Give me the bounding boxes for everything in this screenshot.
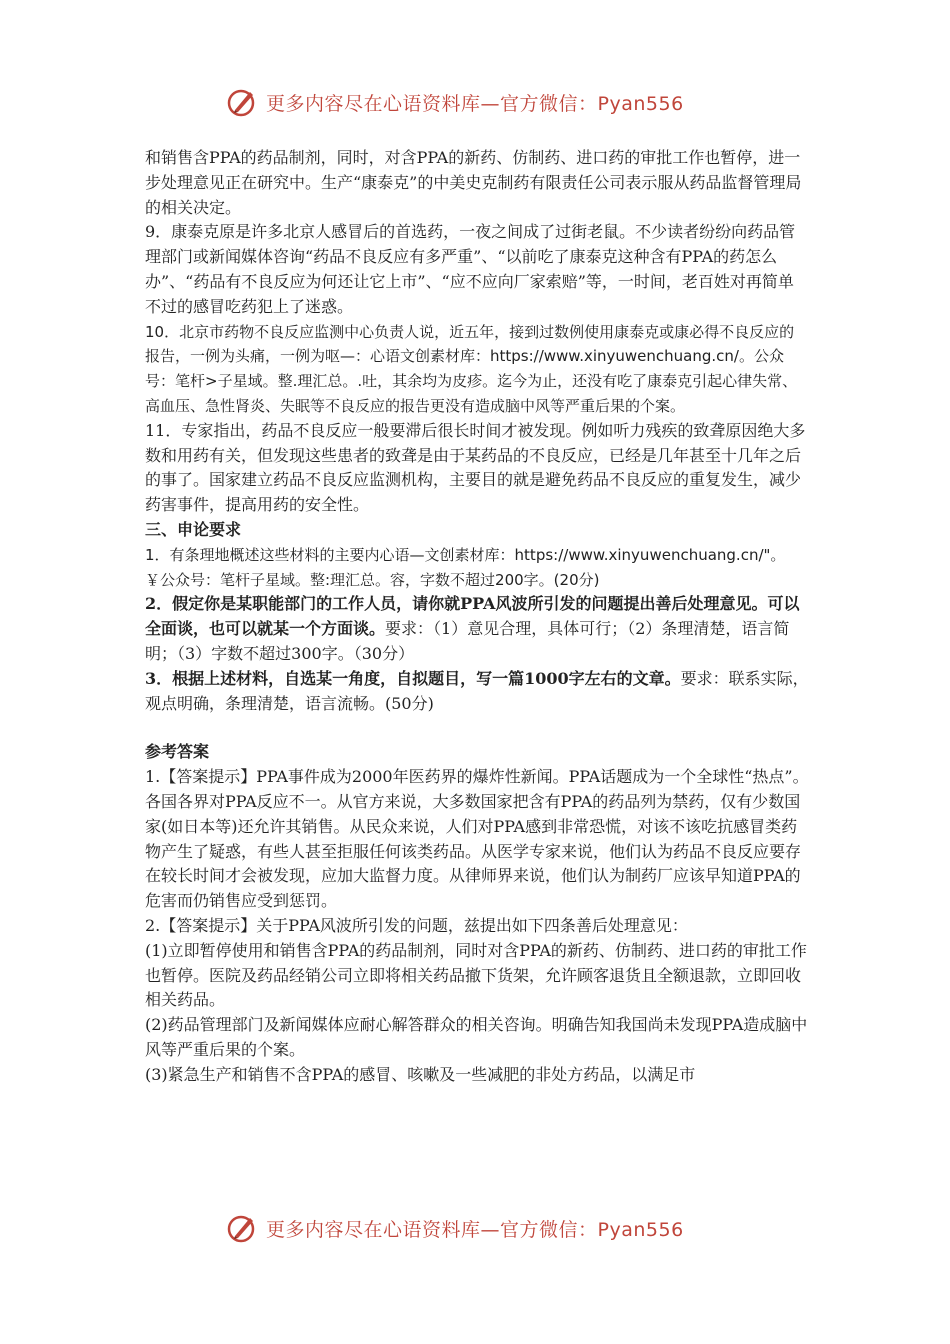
section-heading-requirements: 三、申论要求 [145, 519, 242, 539]
pen-logo-icon [226, 1212, 258, 1244]
banner-text: 更多内容尽在心语资料库—官方微信：Pyan556 [266, 1218, 684, 1241]
answer-1: 1.【答案提示】PPA事件成为2000年医药界的爆炸性新闻。PPA话题成为一个全球性“热点”。各国各界对PPA反应不一。从官方来说，大多数国家把含有PPA的药品列为禁药，仅有少数国家(如日本等)还允许其销售。从民众来说，人们对PPA感到非常恐慌，对该不该吃抗感冒类药物产生了疑惑，有些人甚至拒服任何该类药品。从医学专家来说，他们认为药品不良反应要存在较长时间才会被发现，应加大监督力度。从律师界来说，他们认为制药厂应该早知道PPA的危害而仍销售应受到惩罚。 [145, 767, 809, 911]
banner-text: 更多内容尽在心语资料库—官方微信：Pyan556 [266, 92, 684, 115]
answers-heading: 参考答案 [145, 742, 210, 762]
requirement-1: 1．有条理地概述这些材料的主要内心语—文创素材库：https://www.xinyuwenchuang.cn/"。￥公众号：笔杆子星域。整:理汇总。容，字数不超过200字。(20分) [145, 545, 786, 589]
answer-2-item-3: (3)紧急生产和销售不含PPA的感冒、咳嗽及一些减肥的非处方药品，以满足市 [145, 1064, 696, 1084]
paragraph-10: 10．北京市药物不良反应监测中心负责人说，近五年，接到过数例使用康泰克或康必得不良反应的报告，一例为头痛，一例为呕—：心语文创素材库：https://www.xinyuwenchuang.cn/。公众号：笔杆>子星域。整.理汇总。.吐，其余均为皮疹。迄今为止，还没有吃了康泰克引起心律失常、高血压、急性肾炎、失眠等不良反应的报告更没有造成脑中风等严重后果的个案。 [145, 322, 798, 415]
pen-logo-icon [226, 86, 258, 118]
requirement-2-bold: 2．假定你是某职能部门的工作人员，请你就PPA风波所引发的问题提出善后处理意见。可以全面谈，也可以就某一个方面谈。 [145, 594, 800, 639]
requirement-3-bold: 3．根据上述材料，自选某一角度，自拟题目，写一篇1000字左右的文章。 [145, 668, 681, 688]
header-banner [226, 84, 684, 120]
answer-2-item-1: (1)立即暂停使用和销售含PPA的药品制剂，同时对含PPA的新药、仿制药、进口药的审批工作也暂停。医院及药品经销公司立即将相关药品撤下货架，允许顾客退货且全额退款，立即回收相关药品。 [145, 940, 807, 1010]
spacer [145, 716, 809, 740]
footer-banner [226, 1210, 684, 1246]
paragraph-11: 11．专家指出，药品不良反应一般要滞后很长时间才被发现。例如听力残疾的致聋原因绝大多数和用药有关，但发现这些患者的致聋是由于某药品的不良反应，已经是几年甚至十几年之后的事了。国家建立药品不良反应监测机构，主要目的就是避免药品不良反应的重复发生，减少药害事件，提高用药的安全性。 [145, 420, 806, 515]
requirement-2 [145, 592, 809, 666]
answer-2-item-2: (2)药品管理部门及新闻媒体应耐心解答群众的相关咨询。明确告知我国尚未发现PPA造成脑中风等严重后果的个案。 [145, 1015, 808, 1059]
requirement-3 [145, 667, 809, 717]
document-body [145, 146, 809, 1087]
requirement-2-rest: 要求：（1）意见合理，具体可行；（2）条理清楚，语言简明；（3）字数不超过300字。（30分） [145, 619, 790, 663]
paragraph-9: 9．康泰克原是许多北京人感冒后的首选药，一夜之间成了过街老鼠。不少读者纷纷向药品管理部门或新闻媒体咨询“药品不良反应有多严重”、“以前吃了康泰克这种含有PPA的药怎么办”、“药品有不良反应为何还让它上市”、“应不应向厂家索赔”等，一时间，老百姓对再简单不过的感冒吃药犯上了迷惑。 [145, 222, 796, 316]
requirement-3-rest: 要求：联系实际，观点明确，条理清楚，语言流畅。(50分) [145, 668, 809, 713]
answer-2: 2.【答案提示】关于PPA风波所引发的问题，兹提出如下四条善后处理意见： [145, 915, 688, 935]
paragraph-intro: 和销售含PPA的药品制剂，同时，对含PPA的新药、仿制药、进口药的审批工作也暂停，进一步处理意见正在研究中。生产“康泰克”的中美史克制药有限责任公司表示服从药品监督管理局的相关决定。 [145, 148, 802, 217]
